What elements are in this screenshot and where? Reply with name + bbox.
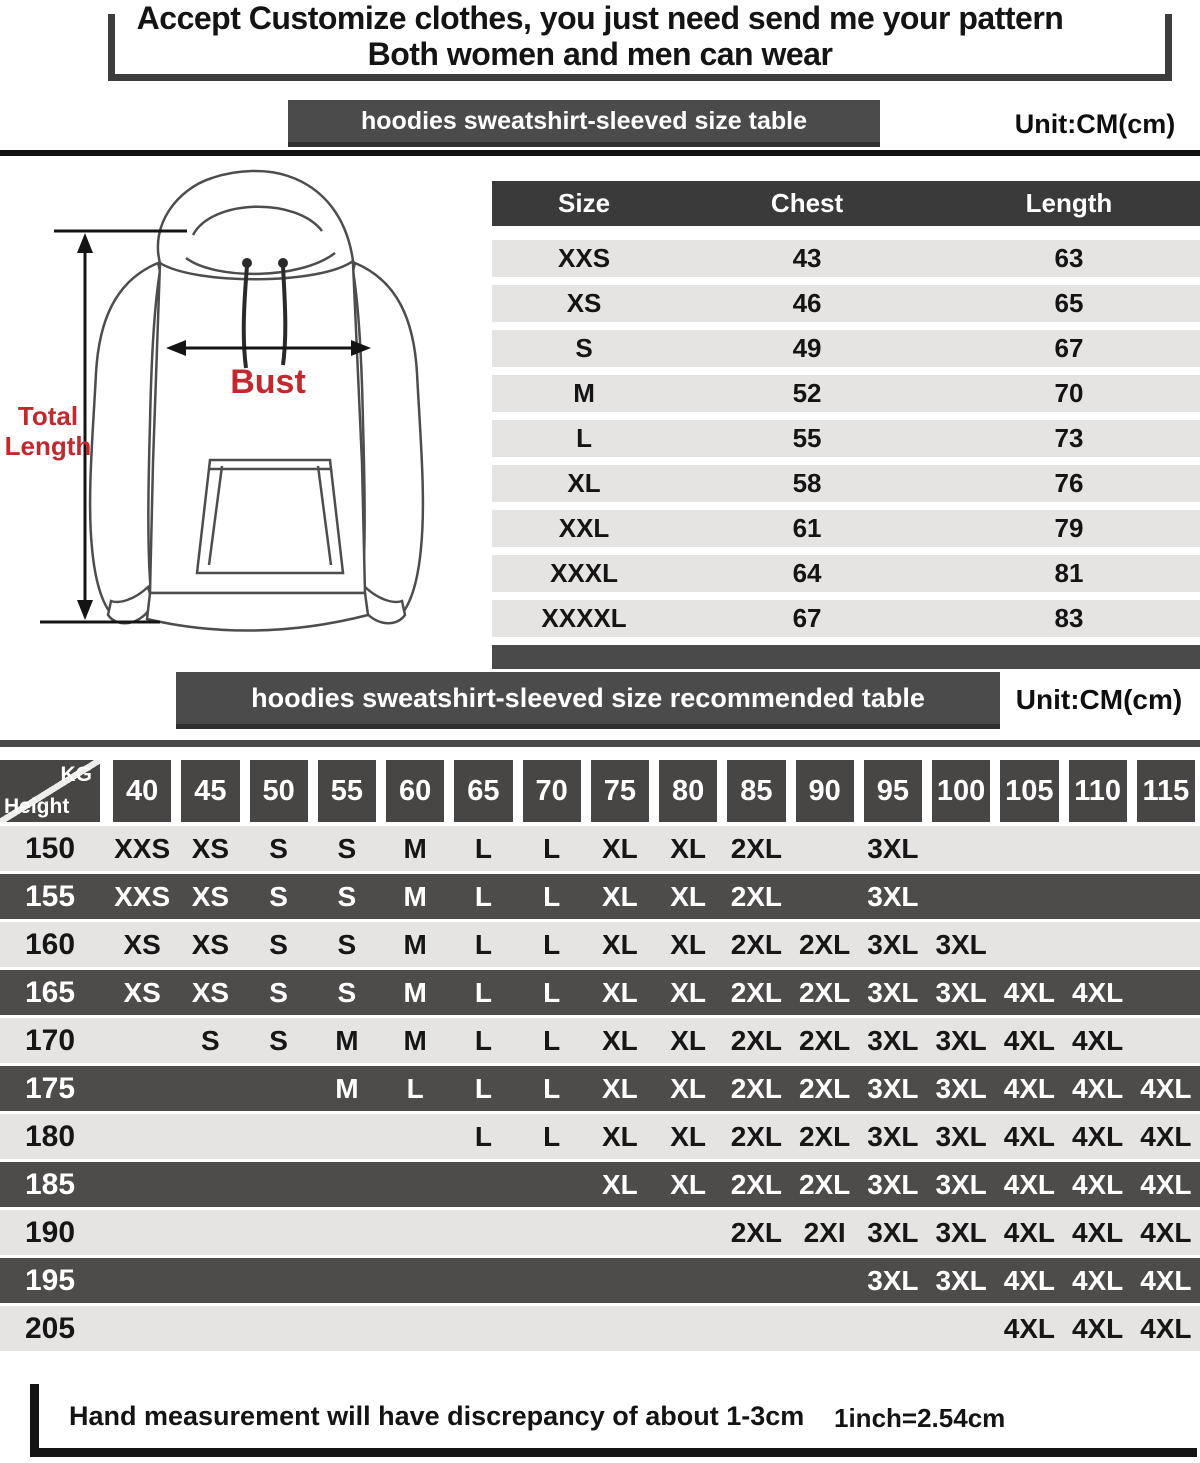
recommended-row bbox=[0, 1114, 1200, 1159]
size-value-cell: 4XL bbox=[1140, 1313, 1192, 1344]
size-cell: 49 bbox=[792, 333, 822, 363]
size-value-cell: L bbox=[474, 929, 492, 960]
size-value-cell bbox=[386, 1258, 444, 1303]
size-value-cell bbox=[181, 1258, 239, 1303]
size-value-cell: 2XL bbox=[730, 1073, 783, 1104]
size-value-cell bbox=[181, 1162, 239, 1207]
size-value-cell: S bbox=[337, 881, 357, 912]
size-cell: M bbox=[573, 378, 595, 408]
size-value-cell: M bbox=[403, 881, 427, 912]
size-value-cell bbox=[796, 874, 854, 919]
weight-header-cell: 80 bbox=[659, 760, 717, 822]
size-cell: 79 bbox=[1054, 513, 1084, 543]
size-cell: S bbox=[575, 333, 593, 363]
weight-header-cell: 40 bbox=[113, 760, 171, 822]
matrix-header-row bbox=[0, 760, 1200, 822]
size-value-cell: XL bbox=[670, 977, 707, 1008]
size-value-cell bbox=[796, 826, 854, 871]
size-value-cell: 3XL bbox=[935, 1169, 987, 1200]
size-value-cell bbox=[318, 1306, 376, 1351]
size-value-cell: L bbox=[543, 1025, 561, 1056]
size-value-cell bbox=[113, 1258, 171, 1303]
size-cell: 67 bbox=[1054, 333, 1084, 363]
size-value-cell: L bbox=[543, 977, 561, 1008]
size-value-cell: M bbox=[335, 1073, 359, 1104]
size-cell: 46 bbox=[792, 288, 822, 318]
recommended-table-banner: hoodies sweatshirt-sleeved size recommended table bbox=[176, 672, 1000, 729]
bust-label: Bust bbox=[230, 363, 306, 401]
size-value-cell: L bbox=[543, 929, 561, 960]
size-cell: 63 bbox=[1054, 243, 1084, 273]
size-value-cell: M bbox=[403, 833, 427, 864]
size-cell: XXS bbox=[558, 243, 611, 273]
size-table-row bbox=[492, 600, 1200, 637]
size-value-cell: 2XL bbox=[730, 1217, 783, 1248]
size-value-cell: XL bbox=[670, 881, 707, 912]
size-value-cell: XS bbox=[191, 881, 230, 912]
size-value-cell bbox=[1069, 874, 1127, 919]
size-value-cell bbox=[318, 1258, 376, 1303]
height-cell: 205 bbox=[24, 1312, 76, 1345]
size-value-cell bbox=[113, 1210, 171, 1255]
size-value-cell: 3XL bbox=[867, 1025, 919, 1056]
size-value-cell bbox=[1137, 922, 1195, 967]
unit-label-2: Unit:CM(cm) bbox=[1015, 684, 1183, 715]
size-value-cell: XL bbox=[601, 977, 638, 1008]
inch-conversion: 1inch=2.54cm bbox=[834, 1403, 1006, 1433]
matrix-body bbox=[0, 826, 1200, 1351]
size-table-row bbox=[492, 330, 1200, 367]
size-value-cell: M bbox=[403, 929, 427, 960]
footer-note-box bbox=[30, 1384, 1197, 1457]
size-value-cell: XL bbox=[670, 833, 707, 864]
size-table-body bbox=[492, 240, 1200, 637]
size-table-footer-bar bbox=[492, 645, 1200, 669]
size-value-cell: 2XL bbox=[798, 1025, 851, 1056]
weight-header-cell: 75 bbox=[591, 760, 649, 822]
size-value-cell: S bbox=[201, 1025, 220, 1056]
header-line-2: Both women and men can wear bbox=[367, 36, 833, 72]
size-value-cell: 2XL bbox=[730, 977, 783, 1008]
size-value-cell: 4XL bbox=[1003, 1121, 1056, 1152]
size-value-cell: S bbox=[337, 977, 357, 1008]
size-column-header: Size bbox=[558, 188, 611, 218]
size-value-cell bbox=[1000, 874, 1058, 919]
height-cell: 190 bbox=[24, 1216, 76, 1249]
size-value-cell: L bbox=[543, 881, 561, 912]
size-cell: 76 bbox=[1054, 468, 1084, 498]
size-value-cell bbox=[454, 1162, 512, 1207]
size-value-cell: L bbox=[474, 977, 492, 1008]
size-value-cell: 3XL bbox=[935, 929, 987, 960]
recommended-row bbox=[0, 1066, 1200, 1111]
size-value-cell: S bbox=[337, 929, 357, 960]
size-value-cell: 4XL bbox=[1003, 1265, 1056, 1296]
size-value-cell: 4XL bbox=[1071, 1217, 1124, 1248]
corner-height-label: Height bbox=[4, 795, 70, 818]
weight-header-cell: 70 bbox=[523, 760, 581, 822]
size-value-cell: XL bbox=[601, 881, 638, 912]
size-value-cell bbox=[113, 1018, 171, 1063]
size-table-row bbox=[492, 375, 1200, 412]
size-value-cell: S bbox=[269, 881, 288, 912]
height-cell: 170 bbox=[24, 1024, 76, 1057]
size-value-cell: 2XL bbox=[798, 1073, 851, 1104]
size-value-cell: S bbox=[269, 929, 288, 960]
size-value-cell: 2XL bbox=[730, 1121, 783, 1152]
weight-header-cell: 110 bbox=[1069, 760, 1127, 822]
size-value-cell: XS bbox=[191, 977, 230, 1008]
recommended-row bbox=[0, 922, 1200, 967]
size-value-cell bbox=[591, 1210, 649, 1255]
size-value-cell bbox=[659, 1210, 717, 1255]
weight-header-cell: 95 bbox=[864, 760, 922, 822]
weight-header-cell: 60 bbox=[386, 760, 444, 822]
size-value-cell bbox=[250, 1066, 308, 1111]
weight-header-cell: 100 bbox=[932, 760, 990, 822]
recommended-divider bbox=[0, 740, 1200, 747]
size-value-cell bbox=[386, 1306, 444, 1351]
size-value-cell bbox=[1137, 970, 1195, 1015]
size-value-cell: 3XL bbox=[935, 1073, 987, 1104]
size-value-cell: 4XL bbox=[1140, 1073, 1192, 1104]
size-value-cell: L bbox=[474, 1073, 492, 1104]
size-value-cell bbox=[318, 1210, 376, 1255]
size-value-cell: 2XL bbox=[798, 1169, 851, 1200]
recommended-row bbox=[0, 1018, 1200, 1063]
size-value-cell bbox=[932, 874, 990, 919]
size-value-cell bbox=[1137, 1018, 1195, 1063]
size-value-cell: 3XL bbox=[867, 1169, 919, 1200]
size-value-cell: M bbox=[403, 977, 427, 1008]
size-value-cell: 3XL bbox=[867, 1265, 919, 1296]
recommended-row bbox=[0, 874, 1200, 919]
header-line-1: Accept Customize clothes, you just need send me your pattern bbox=[136, 0, 1064, 36]
size-value-cell bbox=[386, 1210, 444, 1255]
size-value-cell bbox=[454, 1306, 512, 1351]
weight-header-cell: 65 bbox=[454, 760, 512, 822]
size-value-cell bbox=[796, 1306, 854, 1351]
size-value-cell: 4XL bbox=[1003, 977, 1056, 1008]
size-value-cell: 3XL bbox=[867, 833, 919, 864]
size-value-cell: XL bbox=[670, 1121, 707, 1152]
height-cell: 175 bbox=[24, 1072, 76, 1105]
size-value-cell: 2XI bbox=[803, 1217, 846, 1248]
size-value-cell: 4XL bbox=[1140, 1265, 1192, 1296]
size-table-row bbox=[492, 285, 1200, 322]
matrix-corner-cell bbox=[0, 760, 100, 822]
size-value-cell: XL bbox=[601, 1025, 638, 1056]
size-value-cell: 4XL bbox=[1071, 1265, 1124, 1296]
weight-header-cell: 90 bbox=[796, 760, 854, 822]
size-table-row bbox=[492, 510, 1200, 547]
size-value-cell: 2XL bbox=[730, 833, 783, 864]
size-value-cell: 4XL bbox=[1071, 1025, 1124, 1056]
size-value-cell bbox=[1069, 922, 1127, 967]
size-table-header-row bbox=[492, 181, 1200, 226]
size-value-cell bbox=[113, 1066, 171, 1111]
size-value-cell bbox=[659, 1258, 717, 1303]
size-value-cell: M bbox=[403, 1025, 427, 1056]
size-value-cell: L bbox=[474, 881, 492, 912]
size-value-cell bbox=[727, 1258, 785, 1303]
size-value-cell: L bbox=[474, 833, 492, 864]
size-cell: 70 bbox=[1054, 378, 1084, 408]
height-cell: 155 bbox=[24, 880, 76, 913]
size-value-cell: XS bbox=[123, 929, 161, 960]
weight-header-cell: 85 bbox=[727, 760, 785, 822]
size-cell: 81 bbox=[1054, 558, 1084, 588]
size-value-cell: 3XL bbox=[935, 1217, 987, 1248]
size-value-cell: L bbox=[474, 1025, 492, 1056]
size-value-cell: XL bbox=[601, 833, 638, 864]
height-cell: 195 bbox=[24, 1264, 76, 1297]
size-value-cell bbox=[454, 1258, 512, 1303]
size-value-cell: 4XL bbox=[1071, 1121, 1124, 1152]
size-value-cell: 4XL bbox=[1003, 1073, 1056, 1104]
size-cell: L bbox=[576, 423, 592, 453]
size-value-cell: 3XL bbox=[935, 1025, 987, 1056]
size-cell: 58 bbox=[792, 468, 822, 498]
size-value-cell: XL bbox=[670, 1073, 707, 1104]
size-value-cell: 2XL bbox=[730, 1025, 783, 1056]
size-cell: 73 bbox=[1054, 423, 1084, 453]
size-value-cell: 3XL bbox=[935, 1121, 987, 1152]
size-value-cell bbox=[250, 1114, 308, 1159]
size-value-cell bbox=[1137, 826, 1195, 871]
size-value-cell: 2XL bbox=[730, 929, 783, 960]
size-value-cell: XL bbox=[601, 1169, 638, 1200]
size-table-row bbox=[492, 420, 1200, 457]
size-value-cell: 3XL bbox=[867, 929, 919, 960]
size-value-cell: M bbox=[335, 1025, 359, 1056]
recommended-row bbox=[0, 970, 1200, 1015]
size-value-cell bbox=[1000, 922, 1058, 967]
height-cell: 150 bbox=[24, 832, 76, 865]
size-value-cell: 4XL bbox=[1003, 1025, 1056, 1056]
size-value-cell bbox=[318, 1162, 376, 1207]
size-value-cell bbox=[250, 1258, 308, 1303]
size-value-cell: XS bbox=[191, 833, 230, 864]
size-value-cell: S bbox=[337, 833, 357, 864]
size-value-cell bbox=[386, 1162, 444, 1207]
size-table-row bbox=[492, 465, 1200, 502]
size-value-cell bbox=[523, 1162, 581, 1207]
measurement-note: Hand measurement will have discrepancy of about 1-3cm bbox=[69, 1401, 805, 1431]
recommended-row bbox=[0, 1258, 1200, 1303]
size-value-cell: 4XL bbox=[1140, 1217, 1192, 1248]
size-value-cell: S bbox=[269, 977, 288, 1008]
size-value-cell bbox=[523, 1210, 581, 1255]
size-value-cell: XXS bbox=[114, 881, 171, 912]
size-cell: 61 bbox=[792, 513, 822, 543]
size-value-cell bbox=[250, 1210, 308, 1255]
unit-label-1: Unit:CM(cm) bbox=[1014, 109, 1176, 139]
size-value-cell bbox=[113, 1162, 171, 1207]
height-cell: 180 bbox=[24, 1120, 76, 1153]
size-value-cell bbox=[181, 1066, 239, 1111]
size-value-cell: 3XL bbox=[867, 977, 919, 1008]
size-value-cell bbox=[454, 1210, 512, 1255]
recommended-size-table bbox=[0, 760, 1200, 1354]
size-cell: XS bbox=[566, 288, 602, 318]
size-column-header: Chest bbox=[770, 188, 844, 218]
size-value-cell bbox=[113, 1114, 171, 1159]
total-length-label-1: Total bbox=[17, 401, 79, 431]
size-value-cell: 4XL bbox=[1071, 1313, 1124, 1344]
size-value-cell bbox=[1000, 826, 1058, 871]
size-value-cell: 4XL bbox=[1003, 1313, 1056, 1344]
size-cell: XXL bbox=[558, 513, 610, 543]
size-cell: 67 bbox=[792, 603, 822, 633]
size-value-cell: 3XL bbox=[935, 977, 987, 1008]
size-cell: 65 bbox=[1054, 288, 1084, 318]
recommended-row bbox=[0, 1306, 1200, 1351]
size-value-cell bbox=[181, 1306, 239, 1351]
size-value-cell bbox=[1069, 826, 1127, 871]
size-value-cell: 2XL bbox=[730, 1169, 783, 1200]
weight-header-cell: 45 bbox=[181, 760, 239, 822]
size-value-cell: 3XL bbox=[867, 881, 919, 912]
corner-kg-label: KG bbox=[60, 763, 92, 786]
recommended-row bbox=[0, 1210, 1200, 1255]
size-cell: 55 bbox=[792, 423, 822, 453]
size-value-cell: 4XL bbox=[1140, 1169, 1192, 1200]
size-value-cell bbox=[1137, 874, 1195, 919]
size-value-cell: XXS bbox=[114, 833, 171, 864]
size-value-cell bbox=[523, 1258, 581, 1303]
size-value-cell: 3XL bbox=[867, 1121, 919, 1152]
size-value-cell bbox=[864, 1306, 922, 1351]
size-value-cell: S bbox=[269, 1025, 288, 1056]
size-column-header: Length bbox=[1025, 188, 1113, 218]
size-value-cell bbox=[386, 1114, 444, 1159]
weight-header-cell: 50 bbox=[250, 760, 308, 822]
size-value-cell: 4XL bbox=[1071, 977, 1124, 1008]
weight-header-cell: 55 bbox=[318, 760, 376, 822]
size-value-cell bbox=[181, 1114, 239, 1159]
size-value-cell bbox=[727, 1306, 785, 1351]
size-cell: 64 bbox=[792, 558, 822, 588]
size-table-banner: hoodies sweatshirt-sleeved size table bbox=[288, 100, 880, 147]
size-value-cell bbox=[932, 826, 990, 871]
size-value-cell: 2XL bbox=[798, 1121, 851, 1152]
header bbox=[0, 0, 1200, 71]
size-value-cell bbox=[113, 1306, 171, 1351]
top-divider bbox=[0, 150, 1200, 156]
size-table bbox=[492, 181, 1200, 669]
weight-header-cell: 105 bbox=[1000, 760, 1058, 822]
size-value-cell: XL bbox=[670, 929, 707, 960]
size-value-cell bbox=[523, 1306, 581, 1351]
size-value-cell: L bbox=[543, 833, 561, 864]
size-table-row bbox=[492, 240, 1200, 277]
size-cell: XL bbox=[567, 468, 601, 498]
size-value-cell bbox=[591, 1306, 649, 1351]
size-cell: 52 bbox=[792, 378, 822, 408]
recommended-row bbox=[0, 826, 1200, 871]
recommended-row bbox=[0, 1162, 1200, 1207]
height-cell: 185 bbox=[24, 1168, 76, 1201]
size-value-cell bbox=[591, 1258, 649, 1303]
size-value-cell: 3XL bbox=[935, 1265, 987, 1296]
size-value-cell bbox=[796, 1258, 854, 1303]
size-value-cell: 2XL bbox=[798, 929, 851, 960]
size-value-cell: L bbox=[406, 1073, 424, 1104]
size-value-cell: 2XL bbox=[798, 977, 851, 1008]
size-value-cell bbox=[250, 1306, 308, 1351]
size-value-cell: XS bbox=[123, 977, 161, 1008]
size-value-cell: L bbox=[543, 1073, 561, 1104]
size-value-cell: XL bbox=[601, 929, 638, 960]
size-value-cell: 3XL bbox=[867, 1073, 919, 1104]
size-value-cell: XL bbox=[601, 1121, 638, 1152]
size-value-cell bbox=[318, 1114, 376, 1159]
size-cell: XXXL bbox=[550, 558, 618, 588]
size-value-cell: L bbox=[474, 1121, 492, 1152]
size-cell: 43 bbox=[792, 243, 822, 273]
size-value-cell: L bbox=[543, 1121, 561, 1152]
size-value-cell: XS bbox=[191, 929, 230, 960]
size-cell: XXXXL bbox=[541, 603, 627, 633]
size-value-cell bbox=[181, 1210, 239, 1255]
size-cell: 83 bbox=[1054, 603, 1084, 633]
size-value-cell: 2XL bbox=[730, 881, 783, 912]
weight-header-cell: 115 bbox=[1137, 760, 1195, 822]
size-value-cell: S bbox=[269, 833, 288, 864]
size-value-cell: XL bbox=[670, 1169, 707, 1200]
size-value-cell: 4XL bbox=[1140, 1121, 1192, 1152]
size-value-cell: 4XL bbox=[1071, 1169, 1124, 1200]
size-value-cell: 4XL bbox=[1003, 1217, 1056, 1248]
size-value-cell: XL bbox=[601, 1073, 638, 1104]
total-length-label-2: Length bbox=[4, 431, 92, 461]
hoodie-diagram bbox=[0, 163, 480, 660]
size-value-cell: 4XL bbox=[1003, 1169, 1056, 1200]
height-cell: 160 bbox=[24, 928, 76, 961]
size-value-cell: XL bbox=[670, 1025, 707, 1056]
size-value-cell bbox=[659, 1306, 717, 1351]
size-value-cell bbox=[250, 1162, 308, 1207]
size-value-cell: 3XL bbox=[867, 1217, 919, 1248]
size-value-cell bbox=[932, 1306, 990, 1351]
size-table-row bbox=[492, 555, 1200, 592]
height-cell: 165 bbox=[24, 976, 76, 1009]
size-value-cell: 4XL bbox=[1071, 1073, 1124, 1104]
